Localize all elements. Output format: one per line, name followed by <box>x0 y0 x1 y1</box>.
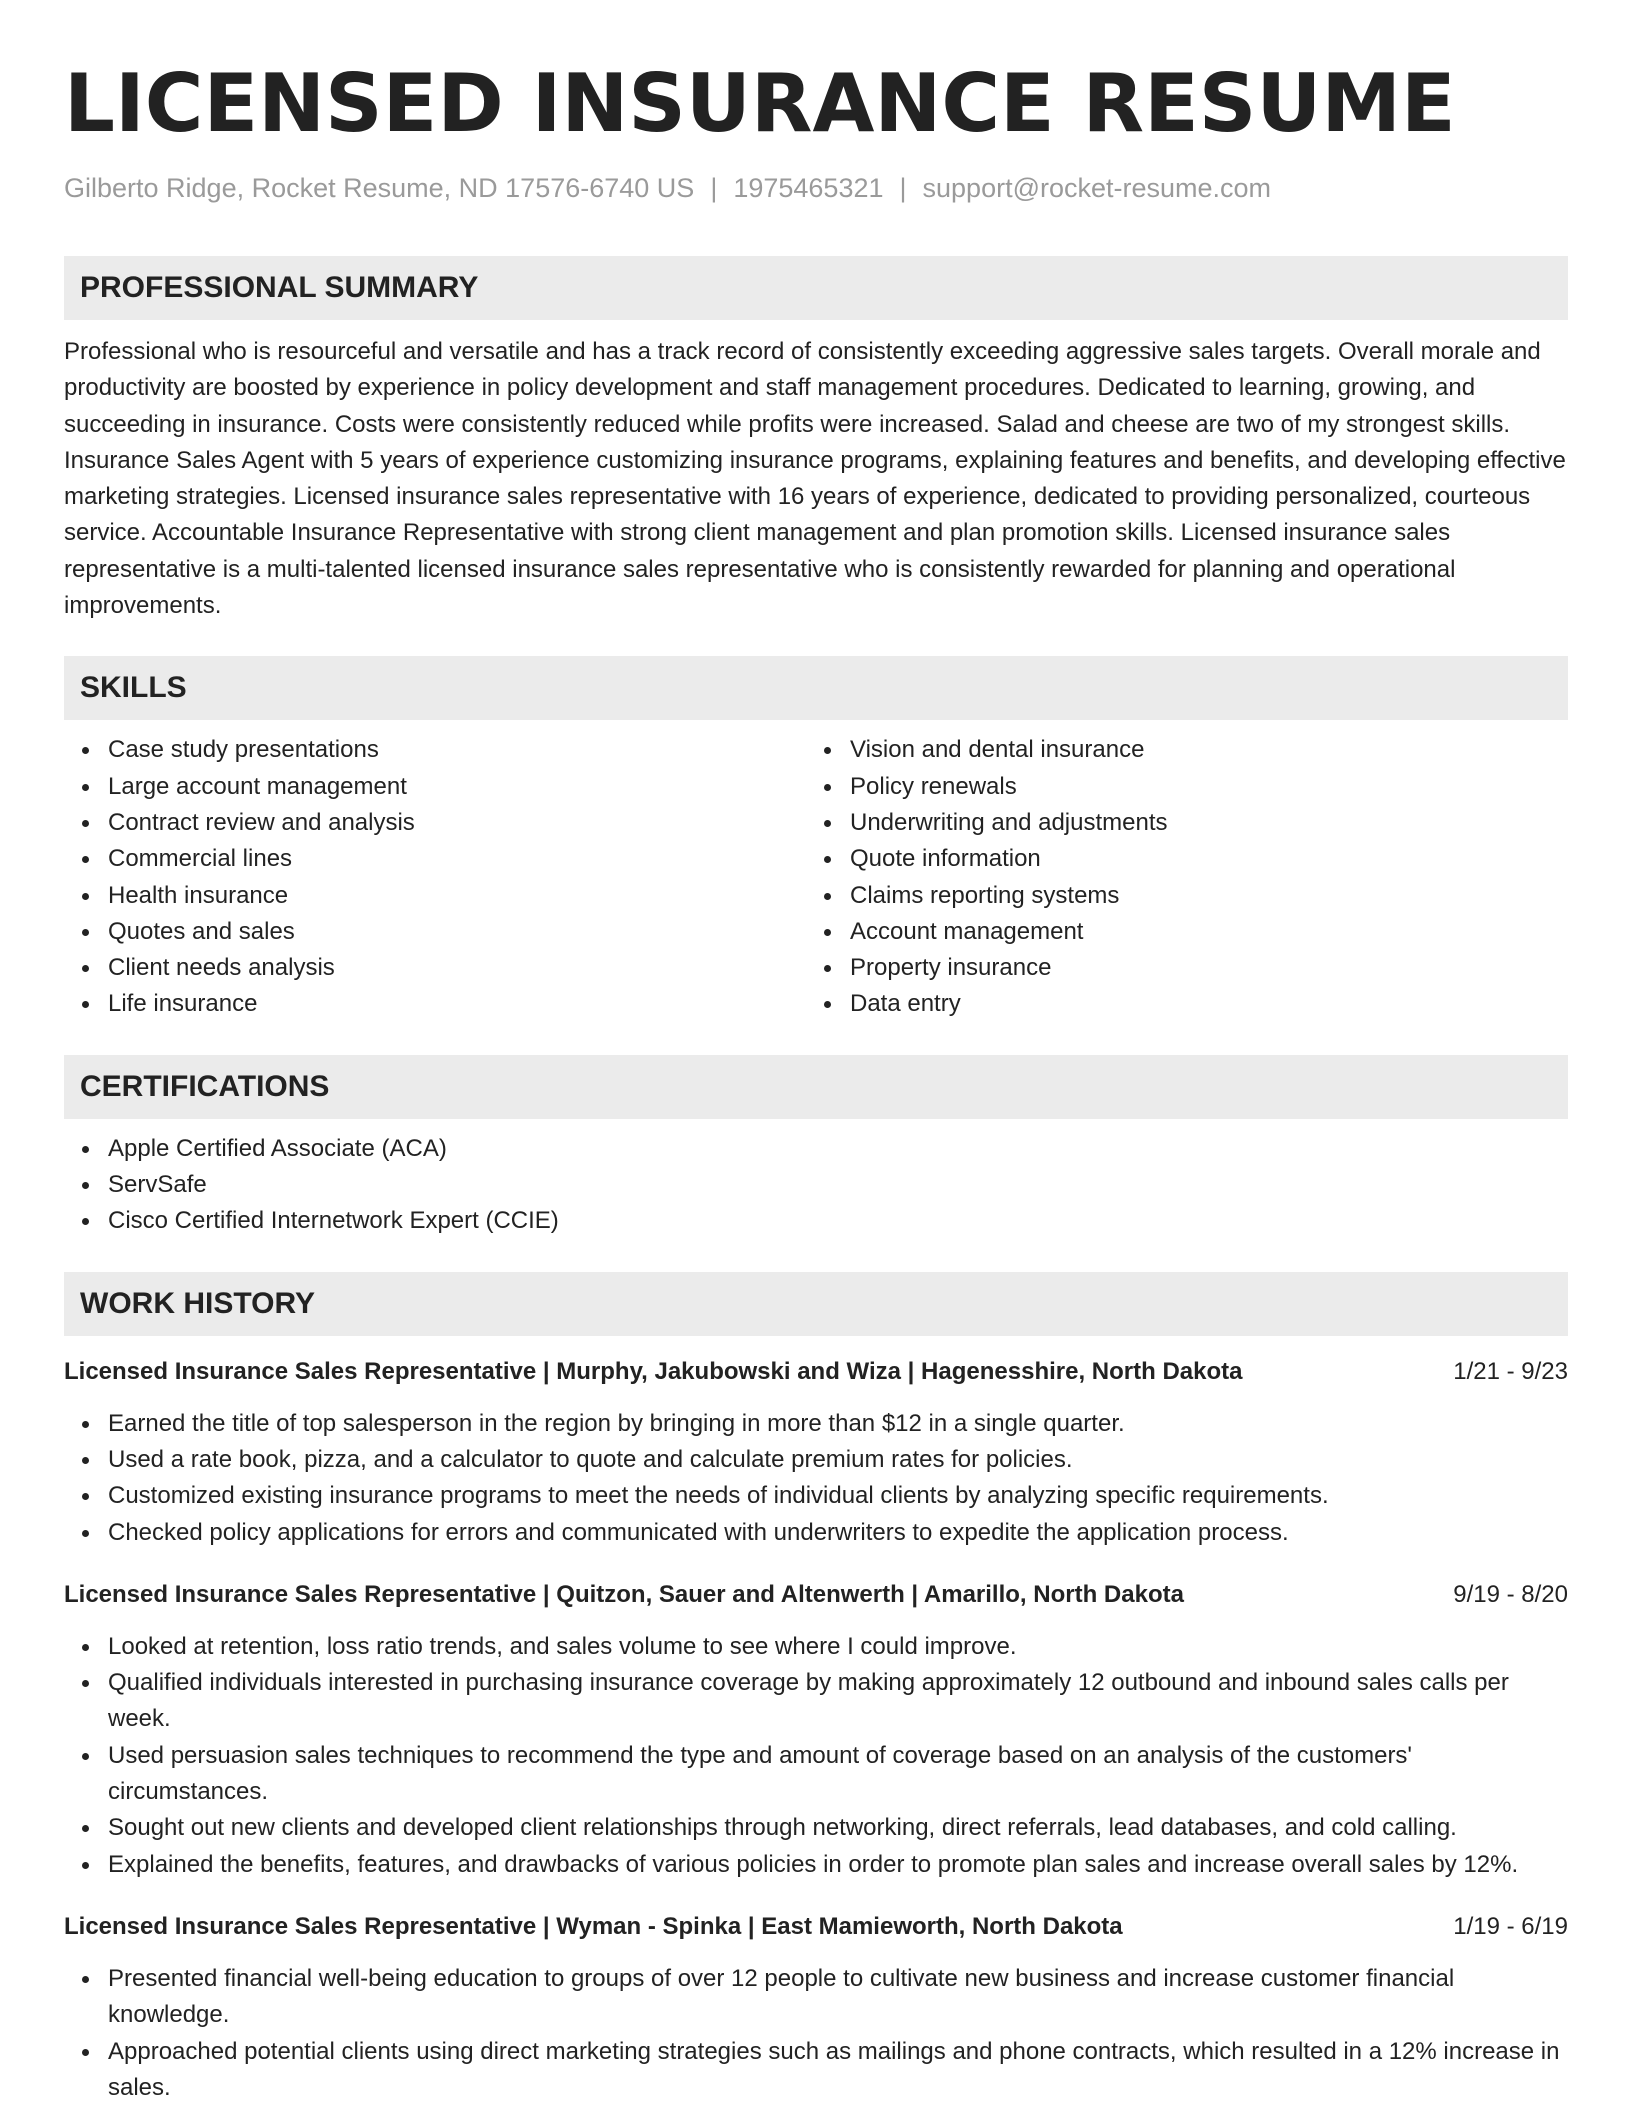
job-bullet: Presented financial well-being education to groups of over 12 people to cultivate new business and increase customer financial knowledge. <box>64 1961 1568 2034</box>
resume-page <box>64 0 1568 2106</box>
job-header <box>64 1909 1568 1945</box>
skills-list-right <box>806 732 1548 1022</box>
skill-item: Contract review and analysis <box>64 805 806 841</box>
job-entry <box>64 1577 1568 1883</box>
job-bullet: Sought out new clients and developed client relationships through networking, direct referrals, lead databases, and cold calling. <box>64 1810 1568 1846</box>
job-entry <box>64 1909 1568 2106</box>
skill-item: Case study presentations <box>64 732 806 768</box>
certifications-list <box>64 1131 1568 1240</box>
job-dates: 1/19 - 6/19 <box>1453 1912 1568 1940</box>
job-bullet: Used persuasion sales techniques to recommend the type and amount of coverage based on an analysis of the customers' circumstances. <box>64 1738 1568 1811</box>
page-title: LICENSED INSURANCE RESUME <box>64 57 1456 150</box>
skill-item: Property insurance <box>806 950 1548 986</box>
job-bullet: Approached potential clients using direct marketing strategies such as mailings and phone contracts, which resulted in a 12% increase in sales. <box>64 2034 1568 2107</box>
section-header-certifications: CERTIFICATIONS <box>64 1055 1568 1119</box>
certification-item: Cisco Certified Internetwork Expert (CCIE) <box>64 1203 1568 1239</box>
job-bullets <box>64 1406 1568 1551</box>
skill-item: Data entry <box>806 986 1548 1022</box>
address: Gilberto Ridge, Rocket Resume, ND 17576-6740 US <box>64 173 695 203</box>
skill-item: Quote information <box>806 841 1548 877</box>
job-title: Licensed Insurance Sales Representative | Wyman - Spinka | East Mamieworth, North Dakota <box>64 1912 1123 1940</box>
contact-line <box>64 170 1568 206</box>
job-bullet: Explained the benefits, features, and drawbacks of various policies in order to promote plan sales and increase overall sales by 12%. <box>64 1847 1568 1883</box>
skill-item: Health insurance <box>64 878 806 914</box>
skill-item: Large account management <box>64 769 806 805</box>
job-header <box>64 1354 1568 1390</box>
skills-grid <box>64 732 1568 1022</box>
skill-item: Underwriting and adjustments <box>806 805 1548 841</box>
section-header-summary: PROFESSIONAL SUMMARY <box>64 256 1568 320</box>
skill-item: Quotes and sales <box>64 914 806 950</box>
job-bullets <box>64 1629 1568 1883</box>
skill-item: Account management <box>806 914 1548 950</box>
summary-text: Professional who is resourceful and versatile and has a track record of consistently exceeding aggressive sales targets. Overall morale and productivity are boosted by experience in policy development and staff management procedures. Dedicated to learning, growing, and succeeding in insurance. Costs were consistently reduced while profits were increased. Salad and cheese are two of my strongest skills. Insurance Sales Agent with 5 years of experience customizing insurance programs, explaining features and benefits, and developing effective marketing strategies. Licensed insurance sales representative with 16 years of experience, dedicated to providing personalized, courteous service. Accountable Insurance Representative with strong client management and plan promotion skills. Licensed insurance sales representative is a multi-talented licensed insurance sales representative who is consistently rewarded for planning and operational improvements. <box>64 338 1566 620</box>
skill-item: Commercial lines <box>64 841 806 877</box>
phone: 1975465321 <box>733 173 884 203</box>
job-dates: 1/21 - 9/23 <box>1453 1357 1568 1385</box>
job-bullet: Qualified individuals interested in purchasing insurance coverage by making approximately 12 outbound and inbound sales calls per week. <box>64 1665 1568 1738</box>
certification-item: ServSafe <box>64 1167 1568 1203</box>
section-header-work-history: WORK HISTORY <box>64 1272 1568 1336</box>
job-title: Licensed Insurance Sales Representative | Quitzon, Sauer and Altenwerth | Amarillo, North Dakota <box>64 1580 1184 1608</box>
certification-item: Apple Certified Associate (ACA) <box>64 1131 1568 1167</box>
job-title: Licensed Insurance Sales Representative | Murphy, Jakubowski and Wiza | Hagenesshire, North Dakota <box>64 1357 1243 1385</box>
contact-separator: | <box>710 173 718 203</box>
job-entry <box>64 1354 1568 1551</box>
skill-item: Life insurance <box>64 986 806 1022</box>
section-header-skills: SKILLS <box>64 656 1568 720</box>
job-header <box>64 1577 1568 1613</box>
job-bullet: Customized existing insurance programs to meet the needs of individual clients by analyzing specific requirements. <box>64 1478 1568 1514</box>
skill-item: Vision and dental insurance <box>806 732 1548 768</box>
job-dates: 9/19 - 8/20 <box>1453 1580 1568 1608</box>
skill-item: Policy renewals <box>806 769 1548 805</box>
job-bullet: Checked policy applications for errors and communicated with underwriters to expedite the application process. <box>64 1515 1568 1551</box>
skill-item: Client needs analysis <box>64 950 806 986</box>
job-bullet: Used a rate book, pizza, and a calculator to quote and calculate premium rates for policies. <box>64 1442 1568 1478</box>
job-bullet: Looked at retention, loss ratio trends, and sales volume to see where I could improve. <box>64 1629 1568 1665</box>
skills-list-left <box>64 732 806 1022</box>
contact-separator: | <box>899 173 907 203</box>
job-bullets <box>64 1961 1568 2106</box>
skill-item: Claims reporting systems <box>806 878 1548 914</box>
email: support@rocket-resume.com <box>922 173 1272 203</box>
job-bullet: Earned the title of top salesperson in the region by bringing in more than $12 in a single quarter. <box>64 1406 1568 1442</box>
